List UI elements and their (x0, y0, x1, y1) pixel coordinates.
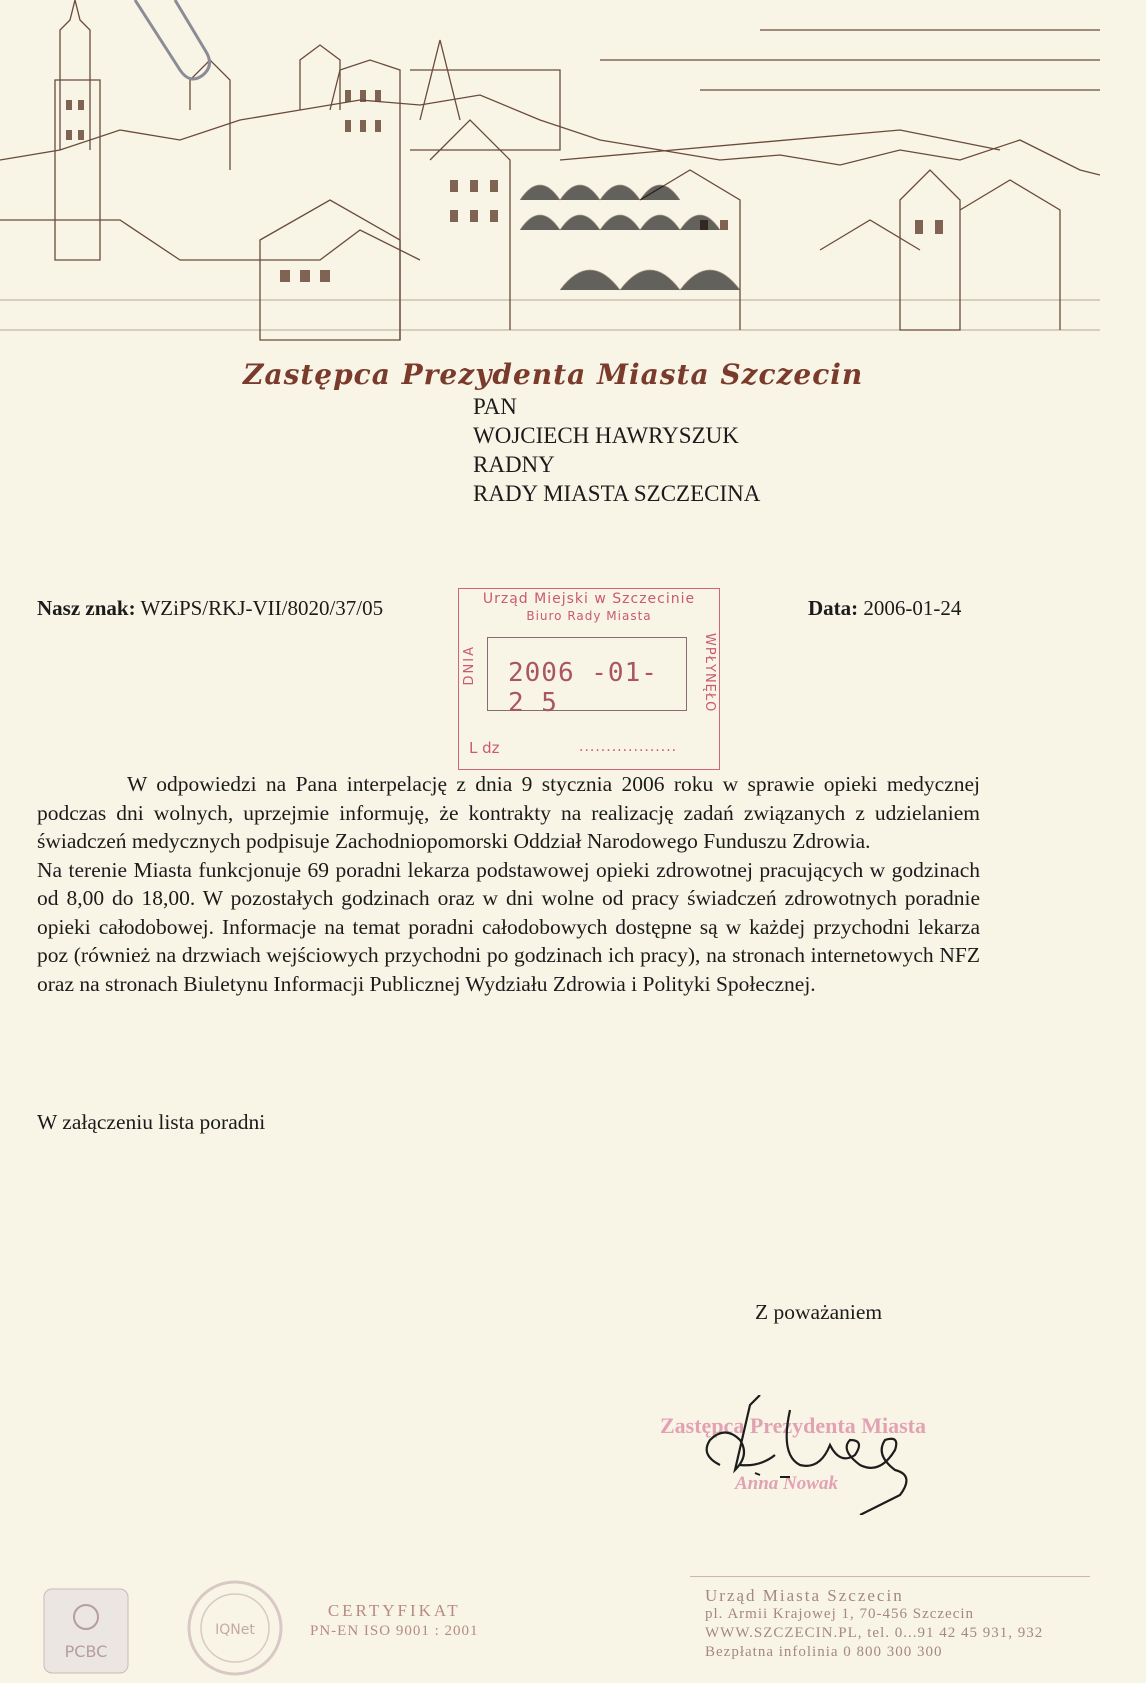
received-stamp (458, 588, 720, 770)
signature-stamp-name: Anna Nowak (735, 1473, 838, 1494)
attachment-note: W załączeniu lista poradni (37, 1110, 266, 1134)
stamp-department: Biuro Rady Miasta (526, 609, 652, 623)
addressee-line-3: RADNY (473, 452, 555, 477)
certificate-standard: PN-EN ISO 9001 : 2001 (310, 1623, 479, 1639)
stamp-date: 2006 -01- 2 5 (508, 658, 658, 718)
reference-number (37, 596, 383, 621)
stamp-right-label: WPŁYNĘŁO (702, 633, 717, 713)
addressee-block (473, 392, 760, 508)
footer-address-line-3: WWW.SZCZECIN.PL, tel. 0...91 42 45 931, 932 (705, 1625, 1044, 1641)
reference-value: WZiPS/RKJ-VII/8020/37/05 (140, 596, 384, 620)
body-paragraph-1: W odpowiedzi na Pana interpelację z dnia 9 stycznia 2006 roku w sprawie opieki medycznej podczas dni wolnych, uprzejmie informuję, że kontrakty na realizację zadań związanych z udzielaniem świadczeń medycznych podpisuje Zachodniopomorski Oddział Narodowego Funduszu Zdrowia. (37, 772, 980, 853)
iqnet-logo-icon (185, 1578, 285, 1678)
reference-label: Nasz znak: (37, 596, 136, 620)
addressee-line-4: RADY MIASTA SZCZECINA (473, 481, 761, 506)
footer-divider (690, 1576, 1090, 1577)
addressee-line-2: WOJCIECH HAWRYSZUK (473, 423, 739, 448)
date-value: 2006-01-24 (863, 596, 962, 620)
date-label: Data: (808, 596, 859, 620)
certificate-title: CERTYFIKAT (327, 1601, 461, 1620)
iqnet-logo-text: IQNet (215, 1622, 255, 1638)
footer-address-line-2: pl. Armii Krajowej 1, 70-456 Szczecin (705, 1606, 975, 1622)
pcbc-logo-icon (40, 1585, 132, 1677)
letter-body (37, 770, 980, 998)
footer-address-line-1: Urząd Miasta Szczecin (705, 1586, 904, 1605)
paper-clip-icon (125, 0, 235, 90)
pcbc-logo-text: PCBC (64, 1642, 108, 1661)
footer-address (705, 1586, 1043, 1662)
signature-stamp-title: Zastępca Prezydenta Miasta (660, 1413, 926, 1438)
signature-mark (680, 1395, 940, 1515)
body-paragraph-2: Na terenie Miasta funkcjonuje 69 poradni lekarza podstawowej opieki zdrowotnej pracujących w godzinach od 8,00 do 18,00. W pozostałych godzinach oraz w dni wolne od pracy świadczeń zdrowotnych poradnie opieki całodobowej. Informacje na temat poradni całodobowych dostępne są w każdej przychodni lekarza poz (również na drzwiach wejściowych przychodni po godzinach ich pracy), na stronach internetowych NFZ oraz na stronach Biuletynu Informacji Publicznej Wydziału Zdrowia i Polityki Społecznej. (37, 857, 980, 996)
stamp-ldz-label: L dz (469, 739, 500, 757)
stamp-date-box (487, 637, 687, 718)
addressee-line-1: PAN (473, 394, 517, 419)
letter-date (808, 596, 961, 621)
closing-phrase: Z poważaniem (755, 1300, 883, 1324)
stamp-ldz-value: .................. (579, 739, 678, 755)
footer-address-line-4: Bezpłatna infolinia 0 800 300 300 (705, 1644, 943, 1660)
stamp-left-label: DNIA (462, 645, 477, 686)
certificate-block (310, 1601, 479, 1640)
stamp-office: Urząd Miejski w Szczecinie (482, 591, 696, 607)
office-title: Zastępca Prezydenta Miasta Szczecin (243, 358, 864, 391)
